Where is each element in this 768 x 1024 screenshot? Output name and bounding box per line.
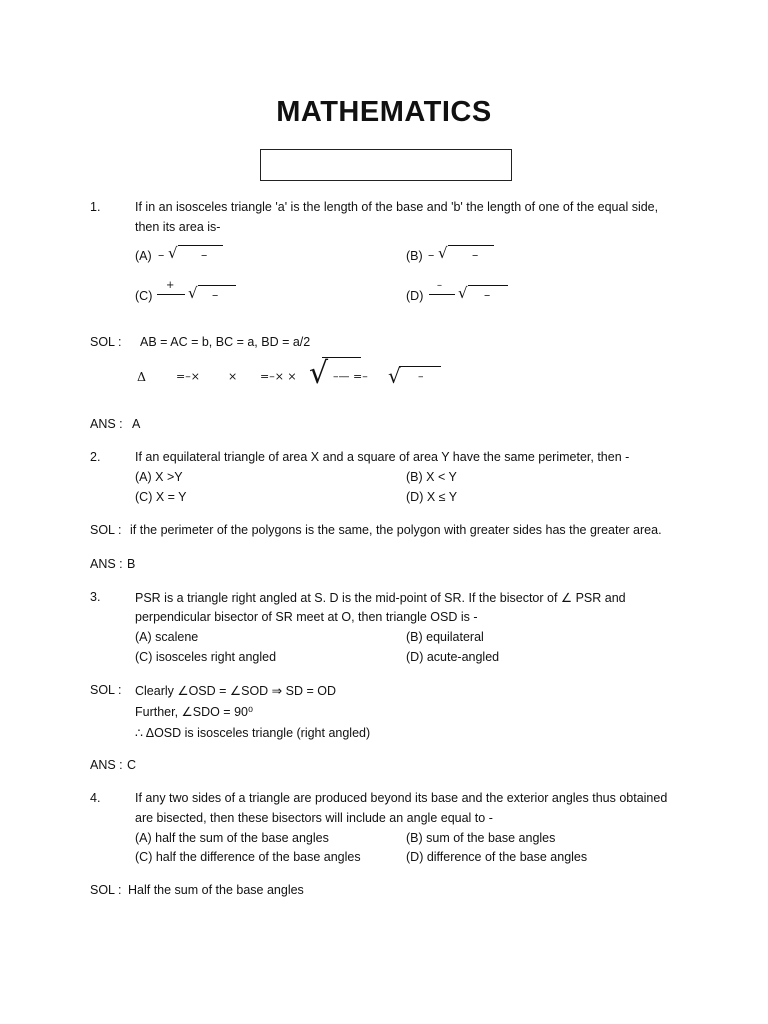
sqrt-bar (468, 285, 508, 286)
sol-line: Half the sum of the base angles (128, 883, 304, 897)
header-box (260, 149, 512, 181)
option-c-label: (C) (135, 289, 153, 303)
sol-expr: =–× × (260, 370, 297, 383)
sol-label: SOL : (90, 335, 122, 349)
ans-value: B (127, 557, 136, 571)
ans-label: ANS : (90, 417, 123, 431)
sol-line: Clearly ∠OSD = ∠SOD ⇒ SD = OD (135, 684, 336, 698)
question-number: 2. (90, 450, 101, 464)
sol-label: SOL : (90, 683, 122, 697)
delta-symbol: Δ (137, 369, 147, 384)
option-b: (B) sum of the base angles (406, 831, 556, 845)
option-c: (C) X = Y (135, 490, 187, 504)
question-text-line: then its area is- (135, 220, 221, 234)
ans-value: C (127, 758, 137, 772)
question-text-line: PSR is a triangle right angled at S. D is the mid-point of SR. If the bisector of ∠ PSR and (135, 591, 626, 605)
option-a: (A) scalene (135, 630, 199, 644)
sol-label: SOL : (90, 523, 122, 537)
sqrt-icon: √ (188, 284, 198, 302)
question-text-line: are bisected, then these bisectors will include an angle equal to - (135, 811, 493, 825)
option-b-inner: – (472, 247, 479, 262)
question-number: 1. (90, 200, 101, 214)
sqrt-bar (198, 285, 236, 286)
question-text-line: perpendicular bisector of SR meet at O, then triangle OSD is - (135, 610, 478, 624)
option-d: (D) difference of the base angles (406, 850, 588, 864)
sol-expr: – (418, 370, 424, 383)
option-c-inner: – (212, 287, 219, 302)
sqrt-icon: √ (438, 244, 448, 262)
sol-line: AB = AC = b, BC = a, BD = a/2 (140, 335, 311, 349)
sqrt-icon: √ (458, 284, 468, 302)
option-d-numerator: – (437, 280, 442, 291)
sqrt-bar (399, 366, 441, 367)
option-b: (B) equilateral (406, 630, 484, 644)
option-a-fraction: – (158, 247, 165, 262)
sol-line: Further, ∠SDO = 90⁰ (135, 705, 253, 719)
option-c: (C) half the difference of the base angles (135, 850, 361, 864)
sqrt-bar (322, 357, 361, 358)
sol-line: if the perimeter of the polygons is the same, the polygon with greater sides has the greater area. (130, 523, 662, 537)
sol-expr: =–× (176, 370, 200, 383)
option-a: (A) X >Y (135, 470, 183, 484)
question-text-line: If any two sides of a triangle are produced beyond its base and the exterior angles thus obtained (135, 791, 668, 805)
option-c: (C) isosceles right angled (135, 650, 277, 664)
option-a-label: (A) (135, 249, 152, 263)
option-d: (D) acute-angled (406, 650, 500, 664)
ans-value: A (132, 417, 141, 431)
sqrt-bar (178, 245, 223, 246)
option-c-numerator: + (166, 280, 175, 291)
sqrt-icon: √ (309, 356, 329, 391)
ans-label: ANS : (90, 557, 123, 571)
question-text-line: If in an isosceles triangle 'a' is the length of the base and 'b' the length of one of the equal side, (135, 200, 659, 214)
sqrt-icon: √ (168, 244, 178, 262)
option-a: (A) half the sum of the base angles (135, 831, 329, 845)
question-text-line: If an equilateral triangle of area X and a square of area Y have the same perimeter, then - (135, 450, 630, 464)
option-b-label: (B) (406, 249, 423, 263)
question-number: 4. (90, 791, 101, 805)
page-title: MATHEMATICS (276, 96, 492, 128)
option-b: (B) X < Y (406, 470, 457, 484)
option-d: (D) X ≤ Y (406, 490, 458, 504)
sol-label: SOL : (90, 883, 122, 897)
ans-label: ANS : (90, 758, 123, 772)
option-d-label: (D) (406, 289, 424, 303)
question-number: 3. (90, 590, 101, 604)
sol-expr: × (228, 370, 238, 383)
sol-line: ∴ ΔOSD is isosceles triangle (right angled) (135, 726, 371, 740)
fraction-bar (157, 294, 185, 295)
option-a-inner: – (201, 247, 208, 262)
fraction-bar (429, 294, 455, 295)
sqrt-bar (448, 245, 494, 246)
option-d-inner: – (484, 287, 491, 302)
sqrt-icon: √ (388, 364, 401, 388)
sol-expr: –— =– (333, 370, 368, 383)
option-b-fraction: – (428, 247, 435, 262)
